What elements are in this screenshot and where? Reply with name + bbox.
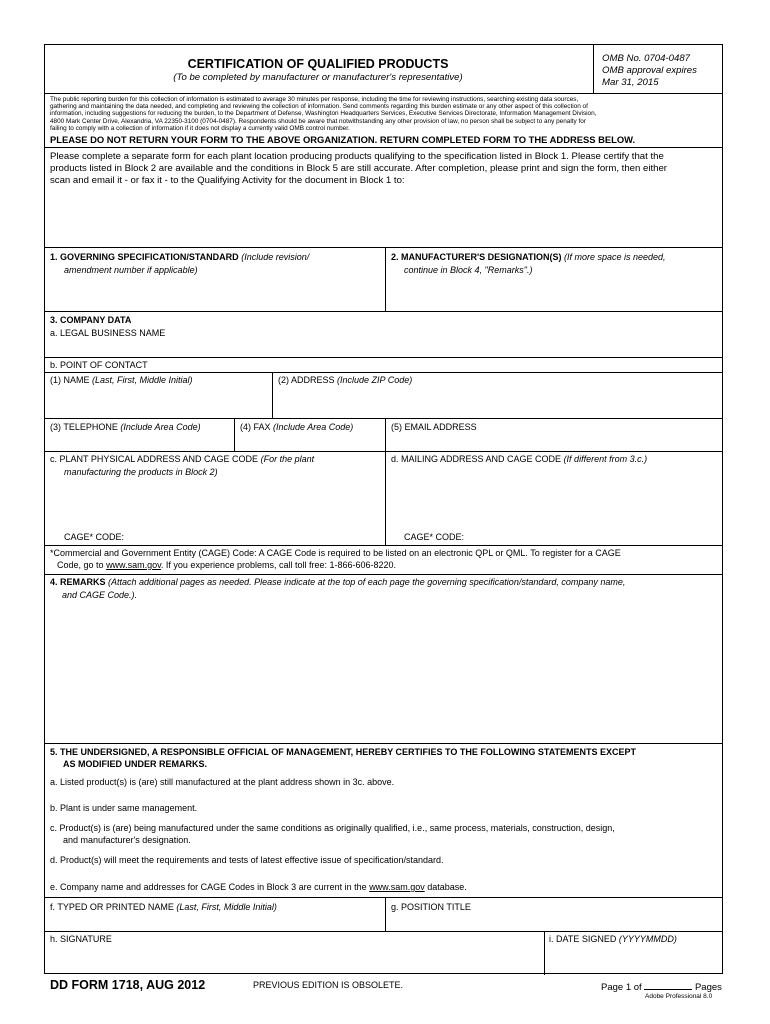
email-field[interactable] (391, 434, 719, 449)
sam-gov-link[interactable]: www.sam.gov (106, 560, 161, 570)
mailing-address-field[interactable] (391, 466, 719, 526)
manufacturer-designation-field[interactable] (391, 277, 719, 307)
form-frame (44, 44, 723, 974)
fax-field[interactable] (240, 434, 380, 449)
contact-name-label: (1) NAME (Last, First, Middle Initial) (50, 375, 193, 385)
legal-business-name-label: a. LEGAL BUSINESS NAME (50, 328, 166, 338)
cert-item-c: c. Product(s) is (are) being manufactured under the same conditions as originally qualified, i.e., same process, materials, construction, design, and manufacturer's designation. (50, 823, 615, 845)
remarks-hint: and CAGE Code.). (62, 590, 138, 600)
date-signed-label: i. DATE SIGNED (YYYYMMDD) (549, 934, 677, 944)
mailing-address-label: d. MAILING ADDRESS AND CAGE CODE (If different from 3.c.) (391, 454, 648, 464)
fax-label: (4) FAX (Include Area Code) (240, 422, 354, 432)
cage-note: *Commercial and Government Entity (CAGE) Code: A CAGE Code is required to be listed on an electronic QPL or QML. To register for a CAGE Code, go to www.sam.gov. If you experience problems, call toll free: 1-866-606-8220. (50, 548, 621, 570)
telephone-field[interactable] (50, 434, 230, 449)
block2-hint: continue in Block 4, "Remarks".) (404, 265, 533, 275)
email-label: (5) EMAIL ADDRESS (391, 422, 477, 432)
block1-hint: amendment number if applicable) (64, 265, 198, 275)
qualifying-activity-address-field[interactable] (50, 190, 718, 245)
block2-label: 2. MANUFACTURER'S DESIGNATION(S) (If more space is needed, (391, 252, 666, 262)
contact-name-field[interactable] (50, 388, 268, 415)
legal-business-name-field[interactable] (50, 339, 718, 354)
plant-cage-code-label: CAGE* CODE: (64, 532, 125, 542)
plant-address-hint: manufacturing the products in Block 2) (64, 467, 218, 477)
omb-expires: OMB approval expires (602, 65, 697, 76)
omb-date: Mar 31, 2015 (602, 77, 659, 88)
mailing-cage-code-label: CAGE* CODE: (404, 532, 465, 542)
position-title-field[interactable] (391, 914, 719, 928)
plant-cage-code-field[interactable] (131, 531, 381, 543)
block3-label: 3. COMPANY DATA (50, 315, 132, 325)
obsolete-notice: PREVIOUS EDITION IS OBSOLETE. (253, 980, 404, 990)
contact-address-field[interactable] (278, 388, 718, 415)
total-pages-field[interactable] (644, 980, 692, 990)
software-label: Adobe Professional 8.0 (645, 993, 713, 1000)
printed-name-field[interactable] (50, 914, 380, 928)
mailing-cage-code-field[interactable] (471, 531, 719, 543)
block1-label: 1. GOVERNING SPECIFICATION/STANDARD (Include revision/ (50, 252, 310, 262)
form-id: DD FORM 1718, AUG 2012 (50, 978, 206, 992)
remarks-field[interactable] (50, 603, 718, 739)
burden-statement: The public reporting burden for this collection of information is estimated to average 30 minutes per response, including the time for reviewing instructions, searching existing data sources, gathering and maintaining the data needed, and completing and reviewing the collection of information. Send comments regarding this burden estimate or any other aspect of this collection of information, including suggestions for reducing the burden, to the Department of Defense, Washington Headquarters Services, Executive Services Directorate, Information Management Division, 4800 Mark Center Drive, Alexandria, VA 22350-3100 (0704-0487). Respondents should be aware that notwithstanding any other provision of law, no person shall be subject to any penalty for failing to comply with a collection of information if it does not display a currently valid OMB control number. (50, 96, 597, 132)
governing-specification-field[interactable] (50, 277, 380, 307)
instructions: Please complete a separate form for each plant location producing products qualifying to the specification listed in Block 1. Please certify that the products listed in Block 2 are available and the conditions in Block 5 are still accurate. After completion, please print and sign the form, then either scan and email it - or fax it - to the Qualifying Activity for the document in Block 1 to: (50, 151, 668, 186)
plant-address-field[interactable] (50, 479, 380, 527)
contact-address-label: (2) ADDRESS (Include ZIP Code) (278, 375, 413, 385)
signature-field[interactable] (50, 946, 540, 972)
return-warning: PLEASE DO NOT RETURN YOUR FORM TO THE ABOVE ORGANIZATION. RETURN COMPLETED FORM TO THE ADDRESS BELOW. (50, 134, 636, 145)
cert-item-d: d. Product(s) will meet the requirements and tests of latest effective issue of specification/standard. (50, 855, 444, 865)
sam-gov-link-2[interactable]: www.sam.gov (369, 882, 425, 892)
plant-address-label: c. PLANT PHYSICAL ADDRESS AND CAGE CODE (For the plant (50, 454, 315, 464)
position-title-label: g. POSITION TITLE (391, 902, 471, 912)
cert-item-a: a. Listed product(s) is (are) still manufactured at the plant address shown in 3c. above. (50, 777, 395, 787)
remarks-label: 4. REMARKS (Attach additional pages as needed. Please indicate at the top of each page the governing specification/standard, company name, (50, 577, 626, 587)
date-signed-field[interactable] (549, 946, 719, 972)
point-of-contact-label: b. POINT OF CONTACT (50, 360, 148, 370)
page-count: Page 1 of Pages (601, 982, 722, 993)
cert-item-e: e. Company name and addresses for CAGE Codes in Block 3 are current in the www.sam.gov database. (50, 882, 467, 892)
certification-statement: 5. THE UNDERSIGNED, A RESPONSIBLE OFFICIAL OF MANAGEMENT, HEREBY CERTIFIES TO THE FOLLOWING STATEMENTS EXCEPT AS MODIFIED UNDER REMARKS. (50, 747, 637, 769)
telephone-label: (3) TELEPHONE (Include Area Code) (50, 422, 201, 432)
form-subtitle: (To be completed by manufacturer or manufacturer's representative) (173, 72, 463, 83)
printed-name-label: f. TYPED OR PRINTED NAME (Last, First, Middle Initial) (50, 902, 277, 912)
omb-number: OMB No. 0704-0487 (602, 53, 690, 64)
cert-item-b: b. Plant is under same management. (50, 803, 198, 813)
signature-label: h. SIGNATURE (50, 934, 112, 944)
form-title: CERTIFICATION OF QUALIFIED PRODUCTS (187, 57, 449, 71)
